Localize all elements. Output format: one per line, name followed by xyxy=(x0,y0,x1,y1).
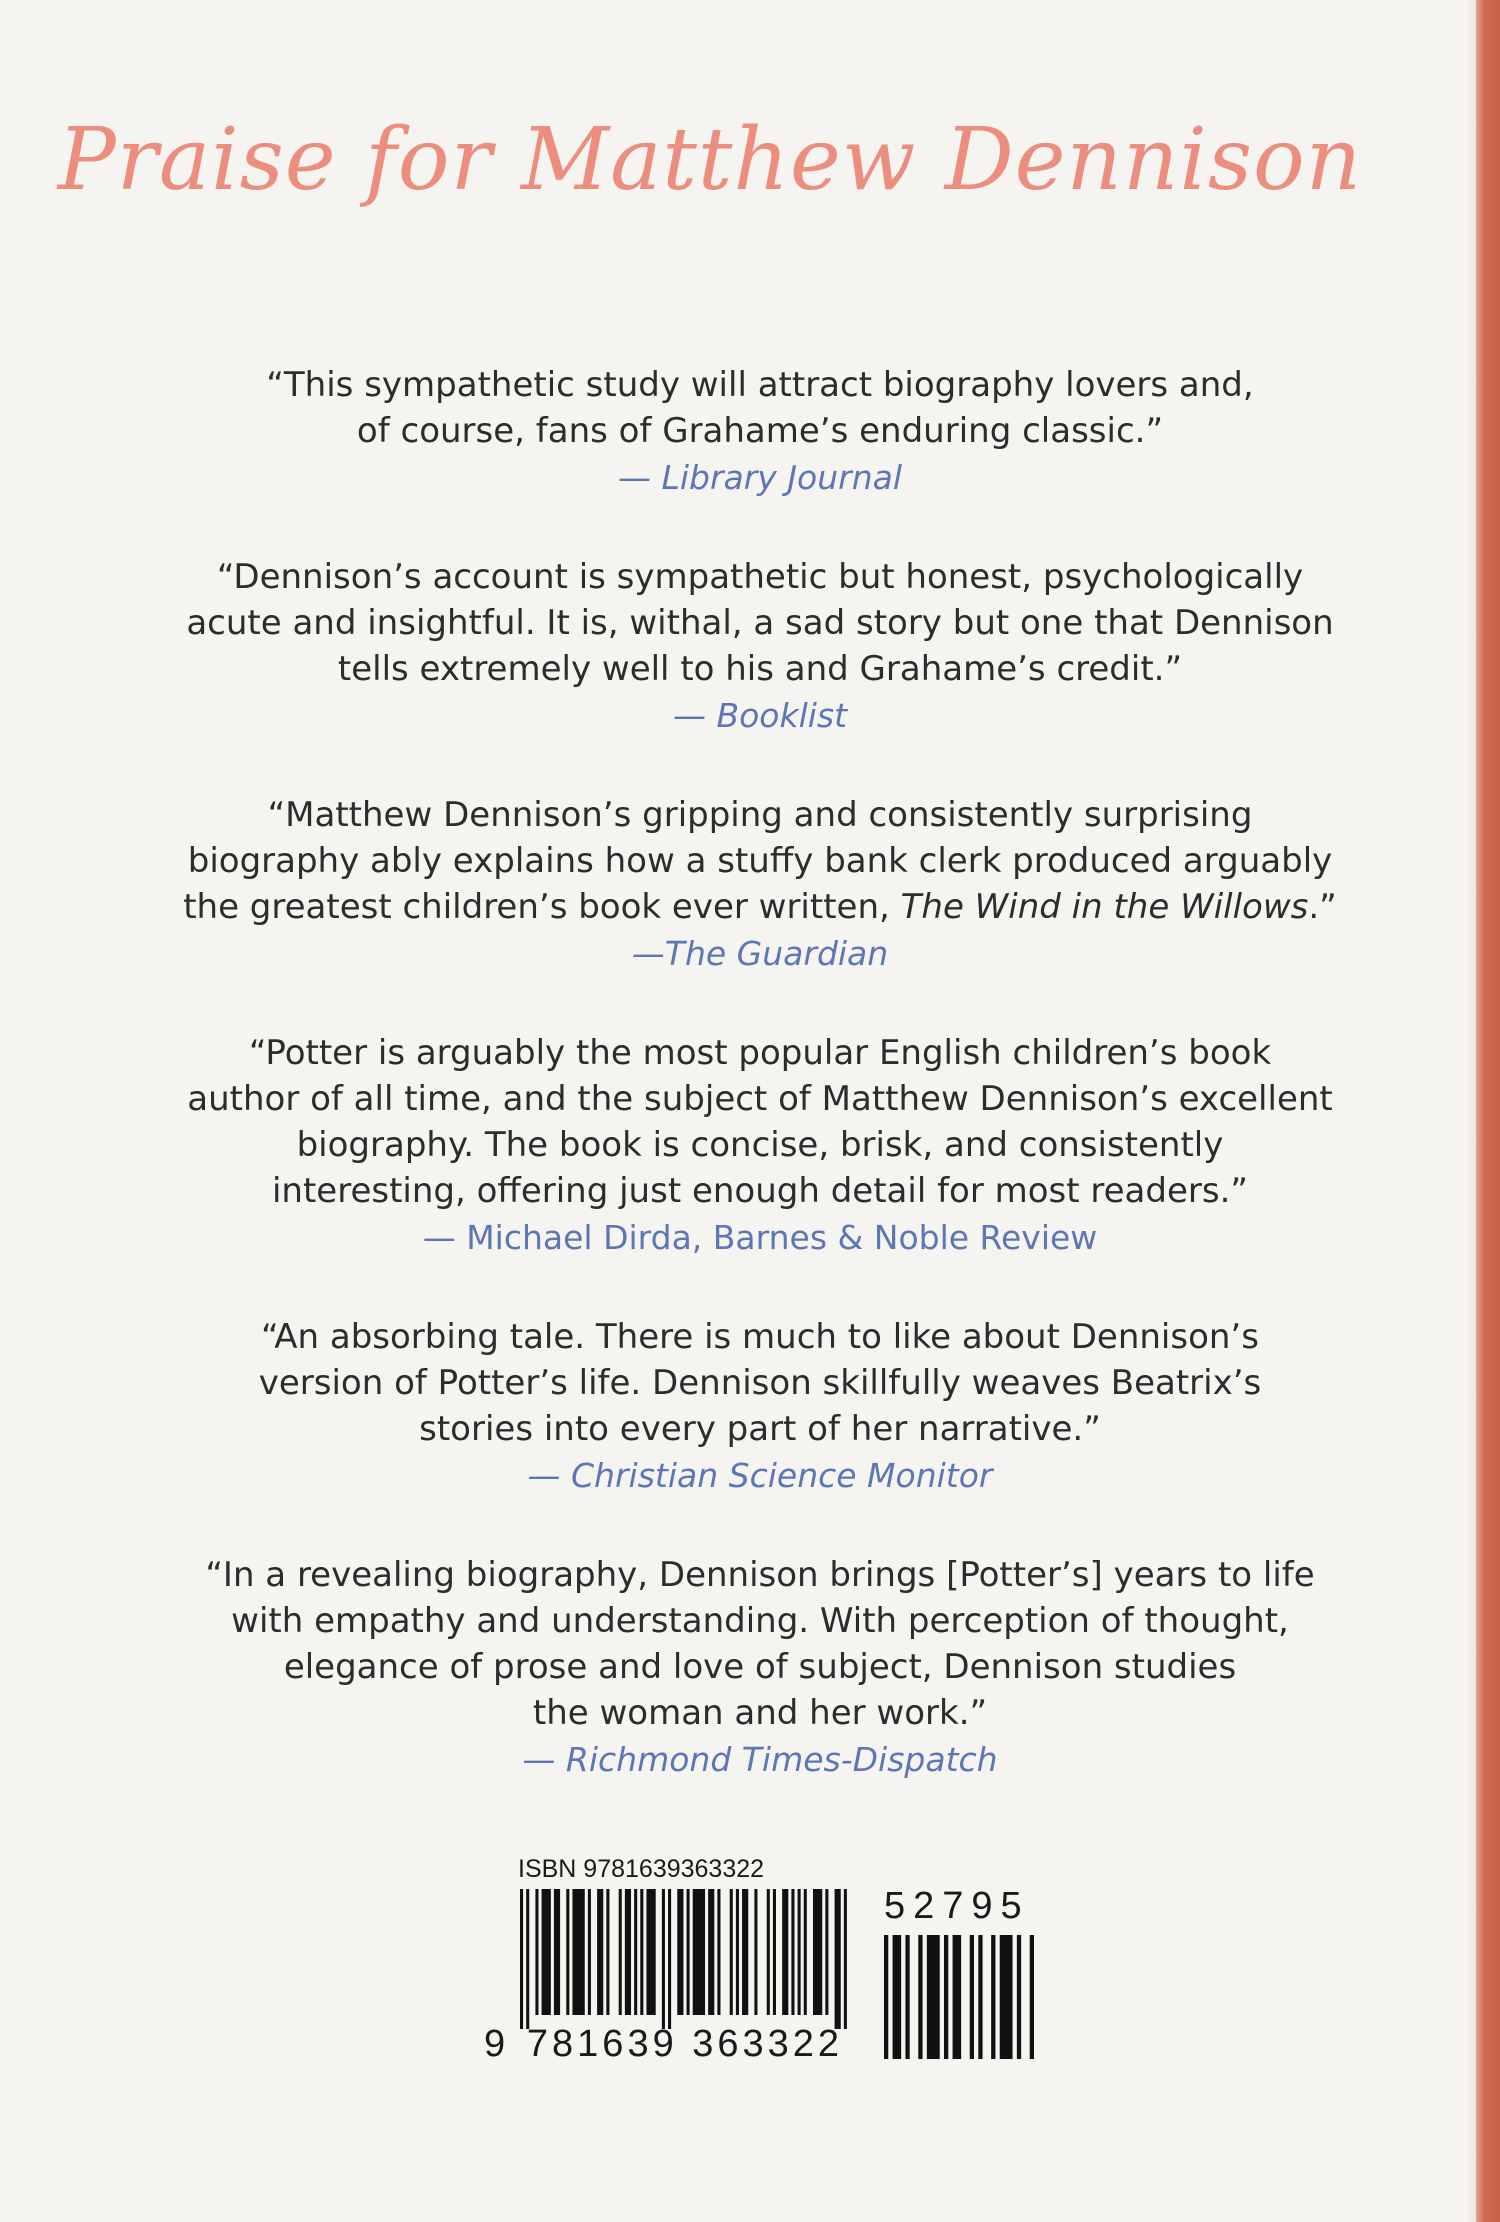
barcode-bar xyxy=(804,1889,807,2015)
ean-digits-text: 781639 363322 xyxy=(526,2023,844,2065)
review-quote xyxy=(100,1552,1420,1736)
quote-line: biography ably explains how a stuffy bank clerk produced arguably xyxy=(187,841,1333,881)
quote-line: of course, fans of Grahame’s enduring classic.” xyxy=(356,411,1164,451)
barcode-bar xyxy=(991,1935,995,2059)
barcode-bar xyxy=(773,1889,776,2015)
barcode-bar xyxy=(520,1889,523,2029)
barcode-bar xyxy=(554,1889,560,2015)
barcode-bar xyxy=(782,1889,788,2015)
review-library-journal xyxy=(100,362,1420,500)
barcode-bar xyxy=(944,1935,948,2059)
barcode-bar xyxy=(754,1889,757,2015)
barcode-bar xyxy=(970,1935,974,2059)
isbn-barcode xyxy=(484,1855,1044,2065)
spine-edge xyxy=(1466,0,1476,2222)
barcode-bar xyxy=(526,1889,529,2029)
ean-digits xyxy=(484,2023,864,2067)
isbn-label: ISBN 9781639363322 xyxy=(518,1855,765,1883)
barcode-bar xyxy=(835,1889,841,2029)
barcode-bar xyxy=(884,1935,888,2059)
barcode-bar xyxy=(646,1889,655,2015)
barcode-bar xyxy=(619,1889,622,2015)
quote-text: .” xyxy=(1308,887,1337,927)
barcode-bar xyxy=(606,1889,609,2015)
barcode-bar xyxy=(825,1889,828,2015)
quote-line: elegance of prose and love of subject, Dennison studies xyxy=(283,1647,1237,1687)
quote-line: “Dennison’s account is sympathetic but honest, psychologically xyxy=(216,557,1304,597)
price-code: 52795 xyxy=(884,1885,1030,1927)
quote-text: the greatest children’s book ever written, xyxy=(183,887,901,927)
barcode-bar xyxy=(1000,1935,1013,2059)
barcode-bar xyxy=(566,1889,569,2015)
review-source: — Michael Dirda, Barnes & Noble Review xyxy=(422,1218,1098,1257)
barcode-bar xyxy=(535,1889,538,2015)
quote-line: “Matthew Dennison’s gripping and consistently surprising xyxy=(267,795,1253,835)
review-source: — Christian Science Monitor xyxy=(527,1456,993,1495)
price-barcode-bars xyxy=(884,1935,1034,2059)
barcode-bar xyxy=(798,1889,801,2015)
quote-line: “Potter is arguably the most popular English children’s book xyxy=(248,1033,1272,1073)
barcode-bar xyxy=(736,1889,739,2015)
reviews-list xyxy=(100,362,1420,1836)
book-title-italic: The Wind in the Willows xyxy=(900,887,1309,927)
review-richmond-times-dispatch xyxy=(100,1552,1420,1782)
barcode-bar xyxy=(767,1889,770,2015)
barcode-bar xyxy=(918,1935,922,2059)
review-source: —The Guardian xyxy=(631,934,889,973)
review-barnes-noble xyxy=(100,1030,1420,1260)
review-christian-science-monitor xyxy=(100,1314,1420,1498)
barcode-bar xyxy=(813,1889,822,2015)
quote-line: “An absorbing tale. There is much to like about Dennison’s xyxy=(261,1317,1259,1357)
review-source: — Library Journal xyxy=(617,458,903,497)
ean-first-digit: 9 xyxy=(484,2023,506,2065)
barcode-bar xyxy=(717,1889,720,2015)
barcode-bar xyxy=(730,1889,733,2015)
barcode-bar xyxy=(1030,1935,1034,2059)
review-source: — Booklist xyxy=(672,696,848,735)
barcode-bar xyxy=(625,1889,631,2015)
quote-line: acute and insightful. It is, withal, a sad story but one that Dennison xyxy=(186,603,1334,643)
barcode-bar xyxy=(597,1889,603,2015)
barcode-bar xyxy=(640,1889,643,2015)
barcode-bar xyxy=(687,1889,690,2015)
barcode-bar xyxy=(634,1889,637,2015)
barcode-bar xyxy=(588,1889,591,2015)
review-quote xyxy=(100,362,1420,454)
review-guardian xyxy=(100,792,1420,976)
quote-line: “In a revealing biography, Dennison brings [Potter’s] years to life xyxy=(205,1555,1315,1595)
quote-line: “This sympathetic study will attract biography lovers and, xyxy=(266,365,1254,405)
quote-line: biography. The book is concise, brisk, and consistently xyxy=(296,1125,1224,1165)
barcode-bar xyxy=(542,1889,551,2015)
quote-line: with empathy and understanding. With perception of thought, xyxy=(231,1601,1289,1641)
barcode-bar xyxy=(668,1889,671,2029)
barcode-bar xyxy=(978,1935,982,2059)
quote-line xyxy=(100,884,1420,930)
review-quote xyxy=(100,792,1420,930)
barcode-bar xyxy=(893,1935,902,2059)
quote-line: tells extremely well to his and Grahame’s credit.” xyxy=(337,649,1183,689)
quote-line: stories into every part of her narrative.” xyxy=(419,1409,1101,1449)
review-quote xyxy=(100,1314,1420,1452)
review-quote xyxy=(100,554,1420,692)
quote-line: author of all time, and the subject of Matthew Dennison’s excellent xyxy=(187,1079,1333,1119)
barcode-bar xyxy=(1017,1935,1021,2059)
barcode-bar xyxy=(927,1935,940,2059)
quote-line: the woman and her work.” xyxy=(532,1693,988,1733)
ean-barcode-bars xyxy=(520,1889,850,2029)
review-booklist xyxy=(100,554,1420,738)
quote-line: interesting, offering just enough detail for most readers.” xyxy=(271,1171,1249,1211)
review-source: — Richmond Times-Dispatch xyxy=(522,1740,998,1779)
page-heading: Praise for Matthew Dennison xyxy=(57,110,1363,210)
quote-line: version of Potter’s life. Dennison skillfully weaves Beatrix’s xyxy=(258,1363,1262,1403)
barcode-bar xyxy=(953,1935,962,2059)
barcode-bar xyxy=(905,1935,909,2059)
barcode-bar xyxy=(677,1889,683,2015)
barcode-bar xyxy=(693,1889,705,2015)
barcode-bar xyxy=(791,1889,794,2015)
barcode-bar xyxy=(572,1889,584,2015)
barcode-bar xyxy=(844,1889,847,2029)
barcode-bar xyxy=(662,1889,665,2029)
book-spine xyxy=(1476,0,1500,2222)
barcode-bar xyxy=(708,1889,714,2015)
barcode-bar xyxy=(742,1889,748,2015)
review-quote xyxy=(100,1030,1420,1214)
